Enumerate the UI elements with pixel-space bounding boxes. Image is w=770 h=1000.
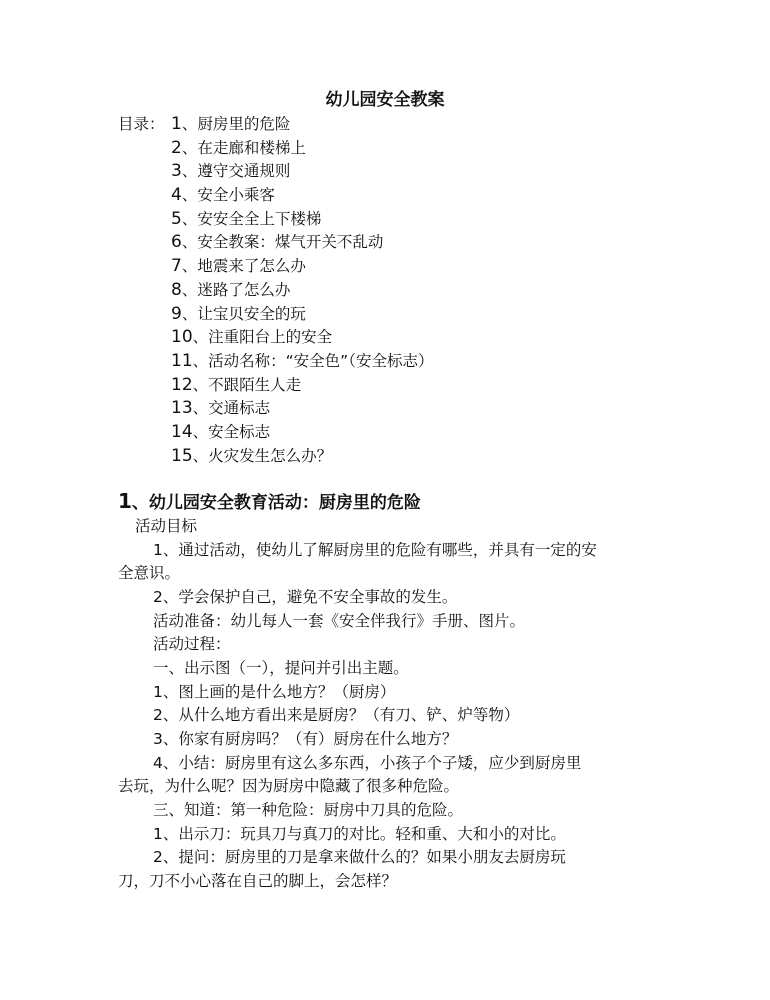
toc-item-number: 5 <box>171 208 182 229</box>
toc-item-number: 6 <box>171 232 182 253</box>
toc-item <box>171 207 433 231</box>
toc-item-text: 、安全教案：煤气开关不乱动 <box>181 233 384 252</box>
toc-item <box>171 302 433 326</box>
toc-item-text: 、注重阳台上的安全 <box>192 328 333 347</box>
toc-item-text: 、火灾发生怎么办？ <box>192 446 333 465</box>
knife-point-1: 1、出示刀：玩具刀与真刀的对比。轻和重、大和小的对比。 <box>153 825 566 843</box>
question-2: 2、从什么地方看出来是厨房？（有刀、铲、炉等物） <box>153 706 520 724</box>
document-title: 幼儿园安全教案 <box>325 90 445 110</box>
toc-item <box>171 373 433 397</box>
toc-item-text: 、活动名称：“安全色”（安全标志） <box>192 351 434 370</box>
activity-process-label: 活动过程： <box>153 635 231 653</box>
toc-item-text: 、安安全全上下楼梯 <box>181 209 322 228</box>
toc-item <box>171 112 433 136</box>
toc-item-number: 2 <box>171 137 182 158</box>
summary-line-1: 4、小结：厨房里有这么多东西，小孩子个子矮，应少到厨房里 <box>153 754 582 772</box>
toc-item-number: 12 <box>171 374 193 395</box>
question-3: 3、你家有厨房吗？（有）厨房在什么地方？ <box>153 730 458 748</box>
toc-item-number: 8 <box>171 279 182 300</box>
step-1: 一、出示图（一），提问并引出主题。 <box>153 659 409 677</box>
toc-item-text: 、地震来了怎么办 <box>181 257 306 276</box>
toc-item <box>171 183 433 207</box>
section-heading <box>118 488 421 516</box>
toc-item-number: 3 <box>171 161 182 182</box>
toc-item-number: 9 <box>171 303 182 324</box>
toc-item-text: 、让宝贝安全的玩 <box>181 304 306 323</box>
knife-point-2-line-1: 2、提问：厨房里的刀是拿来做什么的？如果小朋友去厨房玩 <box>153 848 566 866</box>
toc-item-text: 、安全小乘客 <box>181 186 275 205</box>
toc-item <box>171 420 433 444</box>
summary-line-2: 去玩，为什么呢？因为厨房中隐藏了很多种危险。 <box>118 777 460 795</box>
toc-item <box>171 396 433 420</box>
toc-item <box>171 254 433 278</box>
toc-label: 目录： <box>118 115 165 133</box>
toc-item <box>171 349 433 373</box>
toc-item-text: 、不跟陌生人走 <box>192 375 302 394</box>
toc-item-text: 、安全标志 <box>192 422 271 441</box>
toc-item-number: 4 <box>171 185 182 206</box>
toc-item <box>171 325 433 349</box>
section-number: 1 <box>118 489 132 513</box>
activity-goal-label: 活动目标 <box>135 517 198 535</box>
toc-item-number: 11 <box>171 350 193 371</box>
toc-item <box>171 444 433 468</box>
toc-item-number: 10 <box>171 327 193 348</box>
question-1: 1、图上画的是什么地方？（厨房） <box>153 683 396 701</box>
table-of-contents <box>171 112 433 467</box>
knife-point-2-line-2: 刀，刀不小心落在自己的脚上，会怎样？ <box>118 872 398 890</box>
toc-item-number: 7 <box>171 256 182 277</box>
section-title: 、幼儿园安全教育活动：厨房里的危险 <box>131 493 421 513</box>
toc-item-text: 、厨房里的危险 <box>181 115 291 133</box>
toc-item-number: 14 <box>171 421 193 442</box>
goal-1-line-1: 1、通过活动，使幼儿了解厨房里的危险有哪些，并具有一定的安 <box>153 541 597 559</box>
goal-2: 2、学会保护自己，避免不安全事故的发生。 <box>153 588 458 606</box>
toc-item-number: 1 <box>171 114 182 134</box>
toc-item-number: 13 <box>171 398 193 419</box>
activity-preparation: 活动准备：幼儿每人一套《安全伴我行》手册、图片。 <box>153 612 526 630</box>
toc-item <box>171 136 433 160</box>
toc-item <box>171 278 433 302</box>
toc-item-number: 15 <box>171 445 193 466</box>
toc-item-text: 、交通标志 <box>192 399 271 418</box>
step-3: 三、知道：第一种危险：厨房中刀具的危险。 <box>153 801 464 819</box>
toc-item <box>171 230 433 254</box>
goal-1-line-2: 全意识。 <box>118 564 181 582</box>
toc-item-text: 、在走廊和楼梯上 <box>181 138 306 157</box>
toc-item-text: 、遵守交通规则 <box>181 162 291 181</box>
toc-item <box>171 159 433 183</box>
toc-item-text: 、迷路了怎么办 <box>181 280 291 299</box>
